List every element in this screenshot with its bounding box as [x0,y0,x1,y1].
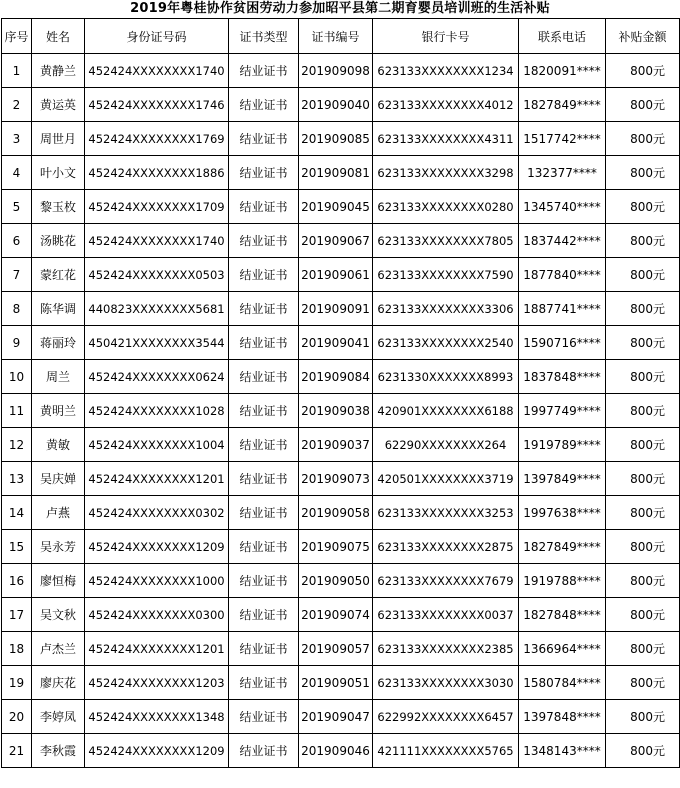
cell-certificate-number: 201909084 [299,360,373,394]
header-row [2,19,680,54]
cell-certificate-number: 201909073 [299,462,373,496]
cell-id-number: 452424XXXXXXXX1201 [85,462,229,496]
cell-name: 周兰 [32,360,85,394]
cell-name: 周世月 [32,122,85,156]
cell-amount: 800元 [606,428,680,462]
cell-id-number: 452424XXXXXXXX1209 [85,734,229,768]
cell-index: 1 [2,54,32,88]
cell-certificate-type: 结业证书 [229,666,299,700]
cell-phone: 1580784**** [519,666,606,700]
cell-name: 蒋丽玲 [32,326,85,360]
cell-certificate-number: 201909081 [299,156,373,190]
cell-index: 9 [2,326,32,360]
cell-amount: 800元 [606,292,680,326]
cell-id-number: 452424XXXXXXXX1000 [85,564,229,598]
cell-phone: 1997638**** [519,496,606,530]
cell-name: 陈华调 [32,292,85,326]
cell-index: 7 [2,258,32,292]
cell-amount: 800元 [606,88,680,122]
cell-certificate-number: 201909045 [299,190,373,224]
cell-name: 黄敏 [32,428,85,462]
cell-amount: 800元 [606,496,680,530]
table-row [2,258,680,292]
cell-id-number: 452424XXXXXXXX0503 [85,258,229,292]
cell-index: 17 [2,598,32,632]
table-row [2,360,680,394]
cell-id-number: 452424XXXXXXXX1348 [85,700,229,734]
cell-phone: 1887741**** [519,292,606,326]
cell-phone: 1837848**** [519,360,606,394]
cell-certificate-type: 结业证书 [229,156,299,190]
cell-certificate-type: 结业证书 [229,326,299,360]
cell-bank-card: 623133XXXXXXXX4311 [373,122,519,156]
cell-id-number: 452424XXXXXXXX1209 [85,530,229,564]
cell-certificate-number: 201909040 [299,88,373,122]
cell-index: 12 [2,428,32,462]
cell-certificate-number: 201909061 [299,258,373,292]
cell-certificate-number: 201909041 [299,326,373,360]
cell-index: 16 [2,564,32,598]
table-row [2,394,680,428]
header-name: 姓名 [32,19,85,54]
cell-amount: 800元 [606,258,680,292]
cell-index: 19 [2,666,32,700]
cell-certificate-type: 结业证书 [229,122,299,156]
cell-id-number: 452424XXXXXXXX1709 [85,190,229,224]
cell-bank-card: 421111XXXXXXXX5765 [373,734,519,768]
cell-name: 吴永芳 [32,530,85,564]
cell-bank-card: 623133XXXXXXXX3306 [373,292,519,326]
cell-name: 黎玉枚 [32,190,85,224]
cell-certificate-type: 结业证书 [229,394,299,428]
cell-certificate-number: 201909038 [299,394,373,428]
cell-index: 5 [2,190,32,224]
cell-name: 吴庆婵 [32,462,85,496]
cell-bank-card: 623133XXXXXXXX3030 [373,666,519,700]
table-row [2,632,680,666]
cell-certificate-number: 201909067 [299,224,373,258]
header-id-number: 身份证号码 [85,19,229,54]
cell-index: 11 [2,394,32,428]
cell-bank-card: 62290XXXXXXXX264 [373,428,519,462]
cell-amount: 800元 [606,190,680,224]
cell-bank-card: 623133XXXXXXXX3253 [373,496,519,530]
cell-name: 李秋霞 [32,734,85,768]
cell-amount: 800元 [606,394,680,428]
table-row [2,462,680,496]
cell-certificate-type: 结业证书 [229,54,299,88]
cell-name: 李婷凤 [32,700,85,734]
cell-amount: 800元 [606,462,680,496]
cell-index: 14 [2,496,32,530]
cell-index: 20 [2,700,32,734]
cell-amount: 800元 [606,700,680,734]
cell-bank-card: 623133XXXXXXXX7679 [373,564,519,598]
cell-phone: 1345740**** [519,190,606,224]
cell-amount: 800元 [606,666,680,700]
table-row [2,190,680,224]
cell-id-number: 450421XXXXXXXX3544 [85,326,229,360]
cell-certificate-type: 结业证书 [229,462,299,496]
cell-id-number: 452424XXXXXXXX1769 [85,122,229,156]
cell-certificate-type: 结业证书 [229,360,299,394]
cell-amount: 800元 [606,224,680,258]
cell-index: 18 [2,632,32,666]
cell-amount: 800元 [606,598,680,632]
cell-certificate-number: 201909037 [299,428,373,462]
cell-phone: 1590716**** [519,326,606,360]
cell-amount: 800元 [606,326,680,360]
cell-bank-card: 622992XXXXXXXX6457 [373,700,519,734]
cell-phone: 1837442**** [519,224,606,258]
cell-bank-card: 623133XXXXXXXX7805 [373,224,519,258]
cell-certificate-number: 201909075 [299,530,373,564]
cell-certificate-type: 结业证书 [229,598,299,632]
table-row [2,326,680,360]
cell-name: 廖庆花 [32,666,85,700]
cell-name: 叶小文 [32,156,85,190]
table-row [2,54,680,88]
cell-id-number: 452424XXXXXXXX1004 [85,428,229,462]
cell-phone: 1827849**** [519,88,606,122]
cell-phone: 1820091**** [519,54,606,88]
cell-id-number: 452424XXXXXXXX1746 [85,88,229,122]
cell-amount: 800元 [606,734,680,768]
cell-bank-card: 623133XXXXXXXX0037 [373,598,519,632]
cell-certificate-type: 结业证书 [229,734,299,768]
cell-bank-card: 623133XXXXXXXX1234 [373,54,519,88]
cell-certificate-type: 结业证书 [229,88,299,122]
cell-bank-card: 623133XXXXXXXX4012 [373,88,519,122]
cell-index: 21 [2,734,32,768]
cell-index: 6 [2,224,32,258]
cell-certificate-type: 结业证书 [229,496,299,530]
cell-certificate-number: 201909058 [299,496,373,530]
cell-id-number: 452424XXXXXXXX1201 [85,632,229,666]
cell-bank-card: 6231330XXXXXXX8993 [373,360,519,394]
cell-name: 黄明兰 [32,394,85,428]
cell-index: 8 [2,292,32,326]
cell-phone: 1348143**** [519,734,606,768]
cell-certificate-type: 结业证书 [229,632,299,666]
cell-amount: 800元 [606,54,680,88]
cell-phone: 1517742**** [519,122,606,156]
table-row [2,598,680,632]
cell-name: 黄运英 [32,88,85,122]
header-phone: 联系电话 [519,19,606,54]
cell-name: 吴文秋 [32,598,85,632]
header-amount: 补贴金额 [606,19,680,54]
cell-id-number: 452424XXXXXXXX0302 [85,496,229,530]
cell-amount: 800元 [606,632,680,666]
cell-id-number: 452424XXXXXXXX1886 [85,156,229,190]
cell-index: 13 [2,462,32,496]
header-index: 序号 [2,19,32,54]
cell-phone: 1919789**** [519,428,606,462]
header-certificate-number: 证书编号 [299,19,373,54]
cell-index: 10 [2,360,32,394]
cell-phone: 1919788**** [519,564,606,598]
table-row [2,224,680,258]
cell-index: 4 [2,156,32,190]
cell-amount: 800元 [606,156,680,190]
cell-phone: 1397848**** [519,700,606,734]
cell-index: 3 [2,122,32,156]
cell-certificate-number: 201909091 [299,292,373,326]
cell-certificate-number: 201909085 [299,122,373,156]
cell-id-number: 452424XXXXXXXX1203 [85,666,229,700]
table-row [2,292,680,326]
cell-id-number: 452424XXXXXXXX0624 [85,360,229,394]
table-row [2,428,680,462]
cell-amount: 800元 [606,564,680,598]
cell-bank-card: 623133XXXXXXXX7590 [373,258,519,292]
cell-name: 卢杰兰 [32,632,85,666]
cell-certificate-type: 结业证书 [229,224,299,258]
cell-phone: 132377**** [519,156,606,190]
cell-name: 卢燕 [32,496,85,530]
header-certificate-type: 证书类型 [229,19,299,54]
cell-certificate-number: 201909051 [299,666,373,700]
cell-amount: 800元 [606,122,680,156]
cell-bank-card: 623133XXXXXXXX2385 [373,632,519,666]
cell-bank-card: 623133XXXXXXXX2540 [373,326,519,360]
table-row [2,496,680,530]
cell-certificate-number: 201909050 [299,564,373,598]
cell-bank-card: 420501XXXXXXXX3719 [373,462,519,496]
table-row [2,156,680,190]
table-row [2,122,680,156]
cell-id-number: 452424XXXXXXXX1028 [85,394,229,428]
cell-certificate-number: 201909098 [299,54,373,88]
cell-index: 15 [2,530,32,564]
cell-amount: 800元 [606,360,680,394]
cell-certificate-type: 结业证书 [229,428,299,462]
table-row [2,564,680,598]
cell-phone: 1827849**** [519,530,606,564]
cell-certificate-type: 结业证书 [229,292,299,326]
cell-certificate-number: 201909074 [299,598,373,632]
cell-certificate-number: 201909046 [299,734,373,768]
table-row [2,734,680,768]
table-row [2,88,680,122]
cell-id-number: 440823XXXXXXXX5681 [85,292,229,326]
cell-bank-card: 623133XXXXXXXX2875 [373,530,519,564]
subsidy-table [1,18,680,768]
table-row [2,530,680,564]
cell-id-number: 452424XXXXXXXX0300 [85,598,229,632]
document-title: 2019年粤桂协作贫困劳动力参加昭平县第二期育婴员培训班的生活补贴 [130,1,550,16]
cell-id-number: 452424XXXXXXXX1740 [85,54,229,88]
table-row [2,700,680,734]
cell-bank-card: 420901XXXXXXXX6188 [373,394,519,428]
cell-certificate-type: 结业证书 [229,700,299,734]
cell-name: 汤眺花 [32,224,85,258]
cell-phone: 1827848**** [519,598,606,632]
cell-bank-card: 623133XXXXXXXX3298 [373,156,519,190]
header-bank-card: 银行卡号 [373,19,519,54]
cell-certificate-number: 201909047 [299,700,373,734]
cell-id-number: 452424XXXXXXXX1740 [85,224,229,258]
cell-certificate-type: 结业证书 [229,564,299,598]
cell-certificate-number: 201909057 [299,632,373,666]
cell-bank-card: 623133XXXXXXXX0280 [373,190,519,224]
cell-amount: 800元 [606,530,680,564]
cell-certificate-type: 结业证书 [229,530,299,564]
cell-certificate-type: 结业证书 [229,190,299,224]
cell-index: 2 [2,88,32,122]
cell-phone: 1397849**** [519,462,606,496]
cell-name: 廖恒梅 [32,564,85,598]
cell-phone: 1366964**** [519,632,606,666]
table-row [2,666,680,700]
cell-phone: 1877840**** [519,258,606,292]
cell-certificate-type: 结业证书 [229,258,299,292]
cell-name: 蒙红花 [32,258,85,292]
cell-name: 黄静兰 [32,54,85,88]
cell-phone: 1997749**** [519,394,606,428]
